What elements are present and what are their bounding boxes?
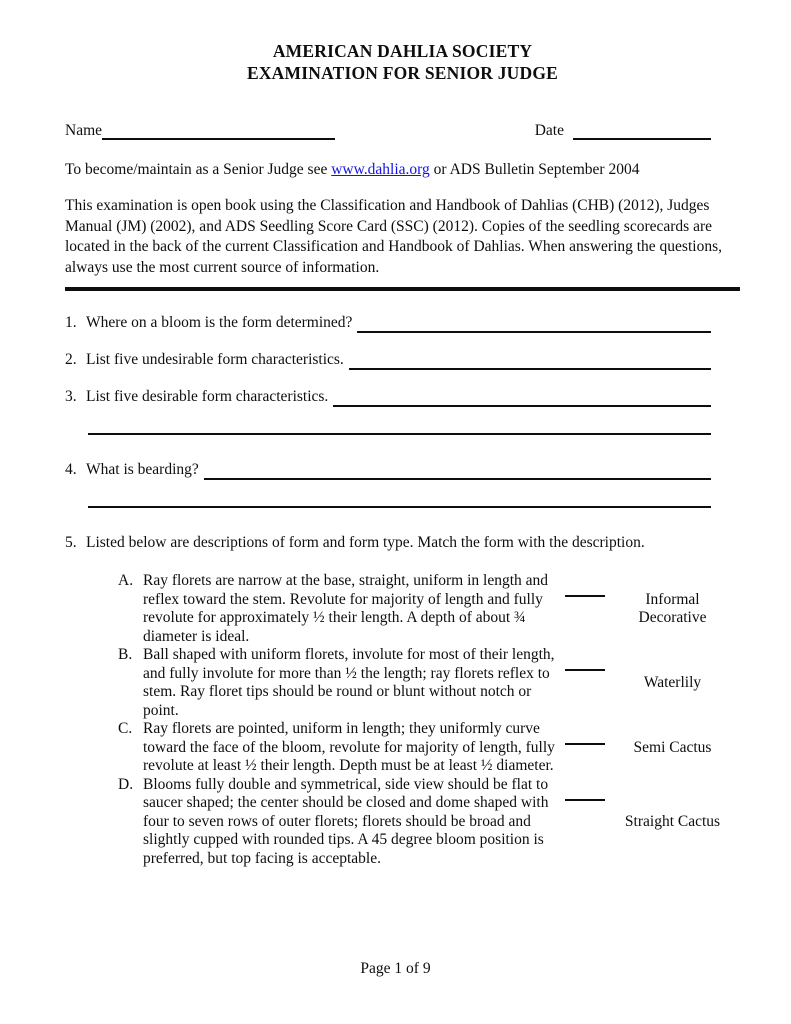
question-4-continuation-blank bbox=[88, 506, 711, 508]
match-d-description: Blooms fully double and symmetrical, side view should be flat to saucer shaped; the center should be closed and dome shaped with four to seven rows of outer florets; florets should be broad and slightly cupped with rounded tips. A 45 degree bloom position is preferred, but top facing is acceptable. bbox=[143, 775, 549, 867]
matching-section bbox=[118, 572, 740, 868]
match-b-answer-area bbox=[565, 646, 740, 720]
intro-post-link-text: or ADS Bulletin September 2004 bbox=[429, 161, 640, 178]
title-line-1: AMERICAN DAHLIA SOCIETY bbox=[272, 41, 533, 61]
match-b-answer-label: Waterlily bbox=[643, 673, 702, 691]
intro-line bbox=[65, 160, 740, 180]
question-2-answer-blank bbox=[349, 354, 711, 370]
page-number-footer: Page 1 of 9 bbox=[360, 960, 431, 977]
match-a-letter: A. bbox=[118, 572, 134, 589]
section-divider-rule bbox=[65, 287, 740, 291]
question-5-row bbox=[65, 533, 711, 553]
match-row-b bbox=[118, 646, 740, 720]
question-3-text: List five desirable form characteristics. bbox=[86, 388, 329, 405]
question-1-number: 1. bbox=[65, 314, 77, 331]
question-5-text: Listed below are descriptions of form and form type. Match the form with the description. bbox=[86, 534, 645, 551]
name-date-row bbox=[65, 122, 711, 140]
match-d-description-block bbox=[118, 776, 565, 869]
question-1-answer-blank bbox=[357, 317, 711, 333]
match-b-letter: B. bbox=[118, 646, 133, 663]
match-c-description: Ray florets are pointed, uniform in length; they uniformly curve toward the face of the bloom, revolute for majority of length, fully revolute at least ½ their length. Depth must be at least ½ diameter. bbox=[143, 720, 555, 774]
match-row-c bbox=[118, 720, 740, 776]
question-1-row bbox=[65, 313, 711, 333]
match-d-answer-blank bbox=[565, 776, 605, 801]
match-d-answer-area bbox=[565, 776, 740, 869]
match-a-description-block bbox=[118, 572, 565, 646]
match-b-answer-blank bbox=[565, 646, 605, 671]
match-c-answer-label: Semi Cactus bbox=[633, 738, 712, 756]
match-c-description-block bbox=[118, 720, 565, 776]
name-blank-field bbox=[102, 123, 335, 140]
question-2-number: 2. bbox=[65, 351, 77, 368]
match-d-letter: D. bbox=[118, 775, 134, 793]
match-c-answer-blank bbox=[565, 720, 605, 745]
dahlia-org-link[interactable]: www.dahlia.org bbox=[331, 161, 430, 178]
question-2-text: List five undesirable form characteristics. bbox=[86, 351, 344, 368]
date-label: Date bbox=[534, 122, 564, 139]
name-label: Name bbox=[65, 122, 103, 139]
document-title bbox=[65, 40, 740, 84]
question-3-number: 3. bbox=[65, 388, 77, 405]
date-blank-field bbox=[573, 123, 711, 140]
match-c-answer-area bbox=[565, 720, 740, 776]
question-4-row bbox=[65, 460, 711, 480]
question-1-text: Where on a bloom is the form determined? bbox=[86, 314, 353, 331]
date-field-group bbox=[535, 122, 711, 140]
question-4-answer-blank bbox=[204, 464, 711, 480]
instructions-paragraph: This examination is open book using the Classification and Handbook of Dahlias (CHB) (2012), Judges Manual (JM) (2002), and ADS Seedling Score Card (SSC) (2012). Copies of the seedling scorecards are located in the back of the current Classification and Handbook of Dahlias. When answering the questions, always use the most current source of information. bbox=[65, 197, 722, 276]
match-c-letter: C. bbox=[118, 720, 133, 737]
match-a-description: Ray florets are narrow at the base, straight, uniform in length and reflex toward the stem. Revolute for majority of length and fully revolute for approximately ½ their length. A depth of about ¾ diameter is ideal. bbox=[143, 572, 549, 645]
match-b-description: Ball shaped with uniform florets, involute for most of their length, and fully involute for more than ½ the length; ray florets reflex to stem. Ray floret tips should be round or blunt without notch or point. bbox=[143, 646, 555, 719]
intro-pre-link-text: To become/maintain as a Senior Judge see bbox=[65, 161, 332, 178]
match-a-answer-label: Informal Decorative bbox=[638, 590, 707, 626]
question-4-text: What is bearding? bbox=[86, 461, 199, 478]
match-row-d bbox=[118, 776, 740, 869]
match-a-answer-area bbox=[565, 572, 740, 646]
question-3-answer-blank bbox=[333, 391, 711, 407]
question-3-continuation-blank bbox=[88, 433, 711, 435]
question-2-row bbox=[65, 350, 711, 370]
match-row-a bbox=[118, 572, 740, 646]
title-line-2: EXAMINATION FOR SENIOR JUDGE bbox=[246, 63, 559, 83]
question-4-number: 4. bbox=[65, 461, 77, 478]
match-b-description-block bbox=[118, 646, 565, 720]
question-5-number: 5. bbox=[65, 534, 77, 551]
match-a-answer-blank bbox=[565, 572, 605, 597]
question-3-row bbox=[65, 387, 711, 407]
match-d-answer-label: Straight Cactus bbox=[624, 812, 721, 830]
